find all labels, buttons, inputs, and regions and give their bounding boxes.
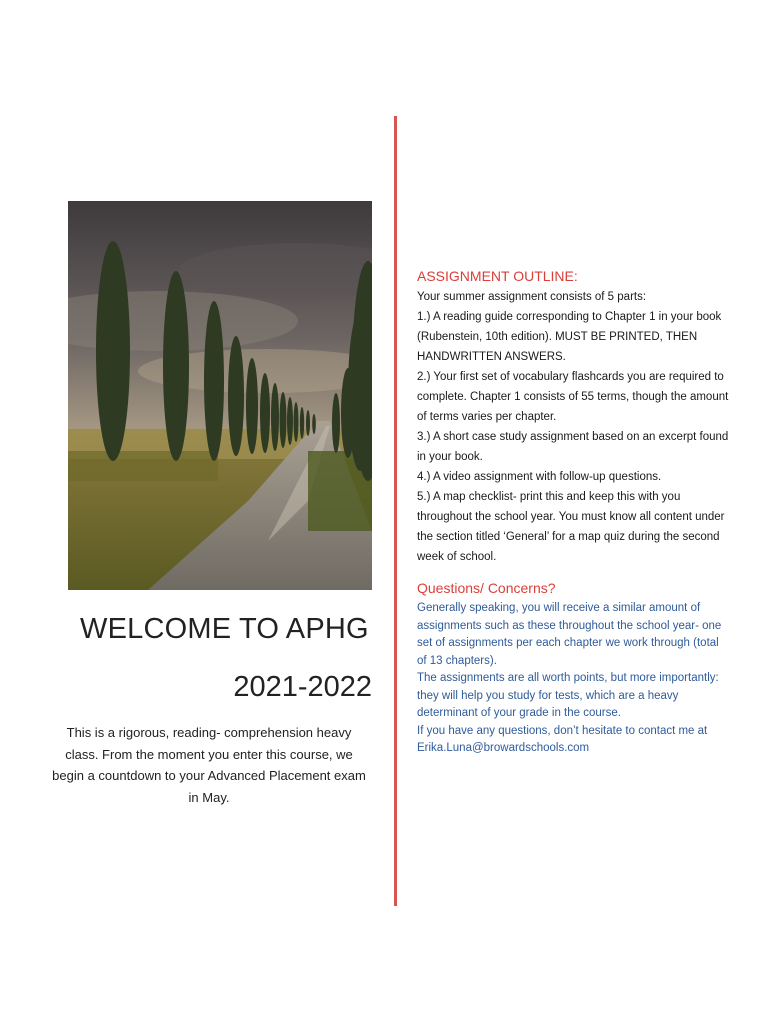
questions-heading: Questions/ Concerns? [417, 580, 556, 596]
questions-paragraph: The assignments are all worth points, but more importantly: they will help you study for tests, which are a heavy determinant of your grade in the course. [417, 672, 719, 719]
questions-paragraph: Generally speaking, you will receive a similar amount of assignments such as these throughout the school year- one set of assignments per each chapter we work through (total of 13 chapters). [417, 602, 722, 667]
outline-item-map-checklist: 5.) A map checklist- print this and keep this with you throughout the school year. You must know all content under the section titled ‘General’ for a map quiz during the second week of school. [417, 491, 725, 563]
assignment-outline-list [417, 287, 729, 567]
outline-item-reading-guide: 1.) A reading guide corresponding to Chapter 1 in your book (Rubenstein, 10th edition). MUST BE PRINTED, THEN HANDWRITTEN ANSWERS. [417, 311, 722, 363]
questions-paragraph: If you have any questions, don’t hesitate to contact me at Erika.Luna@browardschools.com [417, 724, 708, 754]
questions-body [417, 600, 729, 758]
welcome-title: WELCOME TO APHG [80, 613, 369, 645]
vertical-divider [394, 116, 397, 906]
cypress-road-photo [68, 201, 372, 590]
school-year: 2021-2022 [233, 671, 372, 703]
outline-item-video: 4.) A video assignment with follow-up questions. [417, 471, 662, 483]
intro-paragraph: This is a rigorous, reading- comprehension heavy class. From the moment you enter this course, we begin a countdown to your Advanced Placement exam in May. [52, 725, 366, 805]
assignment-outline-heading: ASSIGNMENT OUTLINE: [417, 268, 578, 284]
outline-item-case-study: 3.) A short case study assignment based on an excerpt found in your book. [417, 431, 729, 463]
outline-intro: Your summer assignment consists of 5 parts: [417, 291, 647, 303]
outline-item-flashcards: 2.) Your first set of vocabulary flashcards you are required to complete. Chapter 1 consists of 55 terms, though the amount of terms varies per chapter. [417, 371, 729, 423]
